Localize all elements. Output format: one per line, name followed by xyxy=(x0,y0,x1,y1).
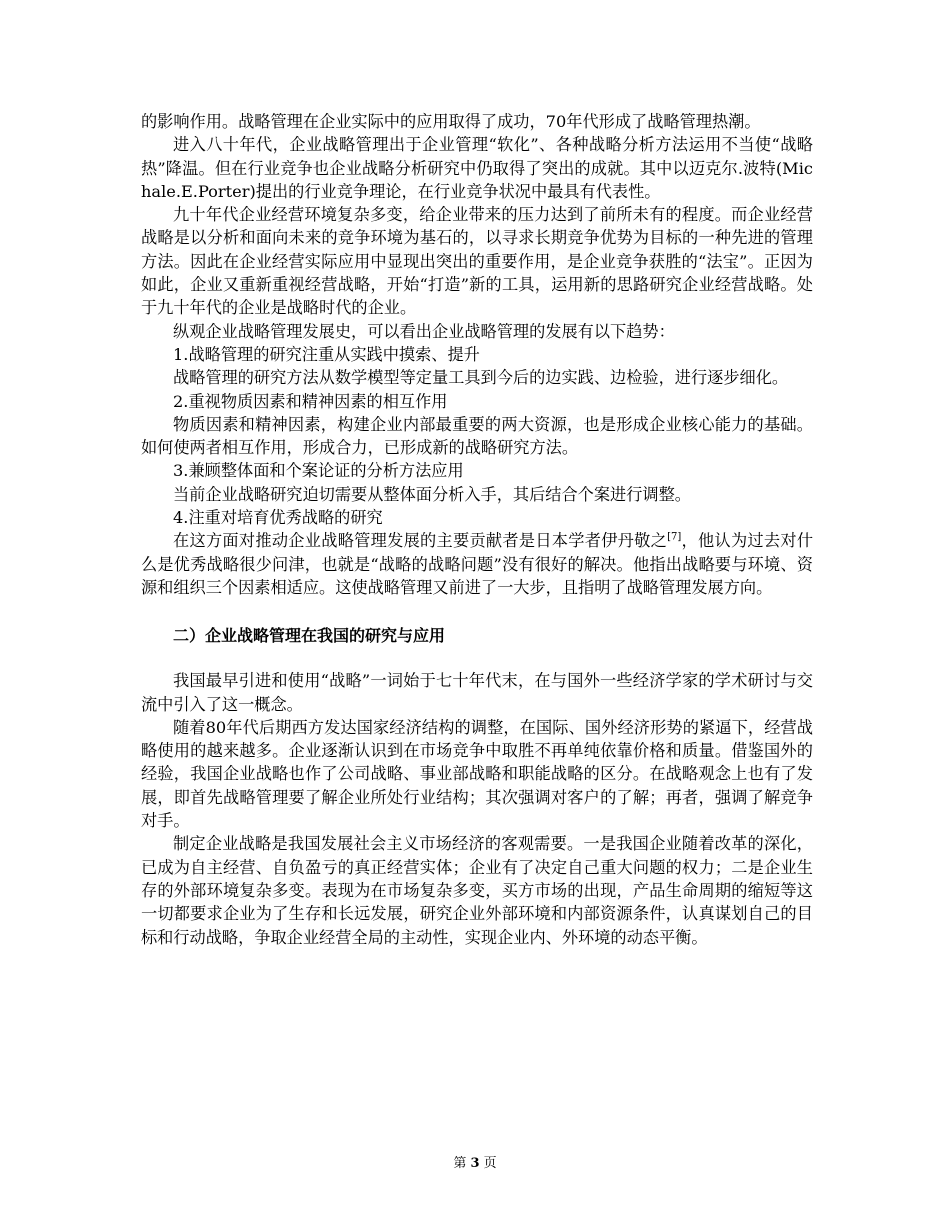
paragraph: 当前企业战略研究迫切需要从整体面分析入手，其后结合个案进行调整。 xyxy=(173,484,691,504)
section-heading: 二）企业战略管理在我国的研究与应用 xyxy=(173,626,446,646)
paragraph: 战略管理的研究方法从数学模型等定量工具到今后的边实践、边检验，进行逐步细化。 xyxy=(173,368,789,388)
page-content xyxy=(141,110,813,949)
trend-item-title: 1.战略管理的研究注重从实践中摸索、提升 xyxy=(173,344,480,364)
paragraph: 我国最早引进和使用“战略”一词始于七十年代末，在与国外一些经济学家的学术研讨与交流中引入了这一概念。 xyxy=(141,671,813,714)
trend-item-title: 2.重视物质因素和精神因素的相互作用 xyxy=(173,391,448,411)
itami-text-before: 在这方面对推动企业战略管理发展的主要贡献者是日本学者伊丹敬之 xyxy=(173,531,668,551)
paragraph: 制定企业战略是我国发展社会主义市场经济的客观需要。一是我国企业随着改革的深化，已成为自主经营、自负盈亏的真正经营实体；企业有了决定自己重大问题的权力；二是企业生存的外部环境复杂多变。表现为在市场复杂多变，买方市场的出现，产品生命周期的缩短等这一切都要求企业为了生存和长远发展，研究企业外部环境和内部资源条件，认真谋划自己的目标和行动战略，争取企业经营全局的主动性，实现企业内、外环境的动态平衡。 xyxy=(141,834,813,947)
page-number: 3 xyxy=(470,1156,480,1171)
paragraph: 物质因素和精神因素，构建企业内部最重要的两大资源，也是形成企业核心能力的基础。如何使两者相互作用，形成合力，已形成新的战略研究方法。 xyxy=(141,414,813,458)
paragraph: 进入八十年代，企业战略管理出于企业管理“软化”、各种战略分析方法运用不当使“战略热”降温。但在行业竞争也企业战略分析研究中仍取得了突出的成就。其中以迈克尔.波特(Michale.E.Porter)提出的行业竞争理论，在行业竞争状况中最具有代表性。 xyxy=(141,135,813,201)
trend-item-title: 4.注重对培育优秀战略的研究 xyxy=(173,508,383,528)
itami-text-after: ，他认为过去对什么是优秀战略很少问津，也就是“战略的战略问题”没有很好的解决。他指出战略要与环境、资源和组织三个因素相适应。这使战略管理又前进了一大步，且指明了战略管理发展方向。 xyxy=(141,531,814,597)
footer-prefix: 第 xyxy=(453,1156,467,1171)
citation-marker: [7] xyxy=(667,531,682,543)
footer-suffix: 页 xyxy=(483,1156,497,1171)
paragraph: 纵观企业战略管理发展史，可以看出企业战略管理的发展有以下趋势： xyxy=(173,321,675,341)
paragraph: 的影响作用。战略管理在企业实际中的应用取得了成功，70年代形成了战略管理热潮。 xyxy=(141,112,761,131)
itami-paragraph xyxy=(141,529,813,599)
trend-item-title: 3.兼顾整体面和个案论证的分析方法应用 xyxy=(173,461,464,481)
paragraph: 随着80年代后期西方发达国家经济结构的调整，在国际、国外经济形势的紧逼下，经营战略使用的越来越多。企业逐渐认识到在市场竞争中取胜不再单纯依靠价格和质量。借鉴国外的经验，我国企业战略也作了公司战略、事业部战略和职能战略的区分。在战略观念上也有了发展，即首先战略管理要了解企业所处行业结构；其次强调对客户的了解；再者，强调了解竞争对手。 xyxy=(141,717,813,831)
paragraph: 九十年代企业经营环境复杂多变，给企业带来的压力达到了前所未有的程度。而企业经营战略是以分析和面向未来的竞争环境为基石的，以寻求长期竞争优势为目标的一种先进的管理方法。因此在企业经营实际应用中显现出突出的重要作用，是企业竞争获胜的“法宝”。正因为如此，企业又重新重视经营战略，开始“打造”新的工具，运用新的思路研究企业经营战略。处于九十年代的企业是战略时代的企业。 xyxy=(141,205,813,318)
page-footer xyxy=(0,1156,950,1172)
